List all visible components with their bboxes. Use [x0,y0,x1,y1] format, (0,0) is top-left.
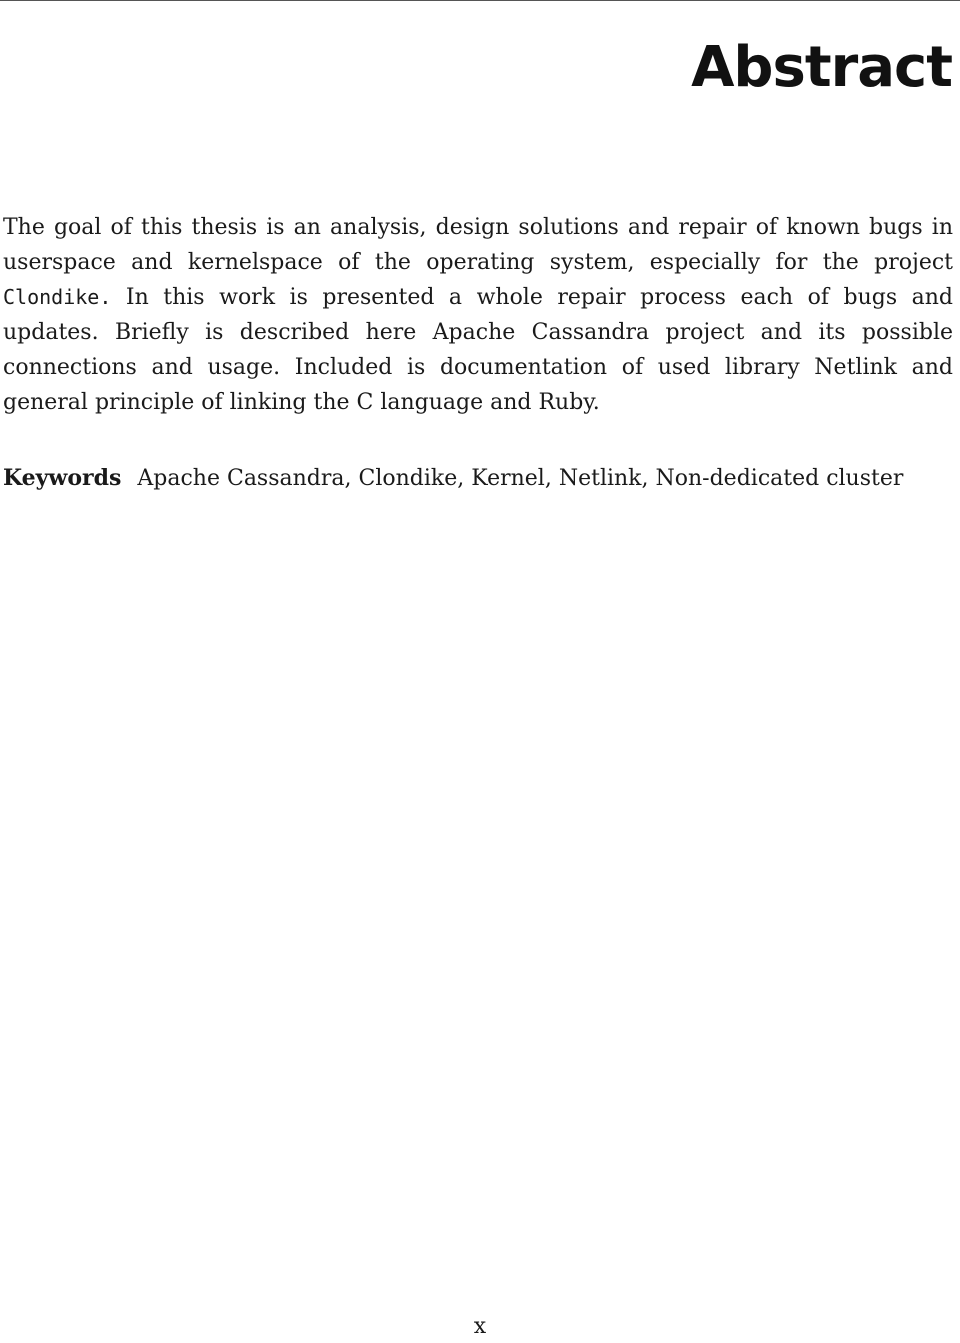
abstract-text-part-2: In this work is presented a whole repair process each of bugs and updates. Briefly is described here Apache Cassandra project and its possible connections and usage. Included is documentation of used library Netlink and general principle of linking the C language and Ruby. [3,285,953,415]
abstract-text-part-1: The goal of this thesis is an analysis, design solutions and repair of known bugs in userspace and kernelspace of the operating system, especially for the project [3,215,953,275]
project-name-code: Clondike. [3,285,112,309]
top-rule [0,0,960,1]
keywords-paragraph [3,461,953,496]
abstract-paragraph [3,210,953,420]
keywords-label: Keywords [3,465,122,491]
page-title: Abstract [691,35,952,100]
page-number: x [473,1314,487,1339]
keywords-text: Apache Cassandra, Clondike, Kernel, Netlink, Non-dedicated cluster [137,466,904,491]
